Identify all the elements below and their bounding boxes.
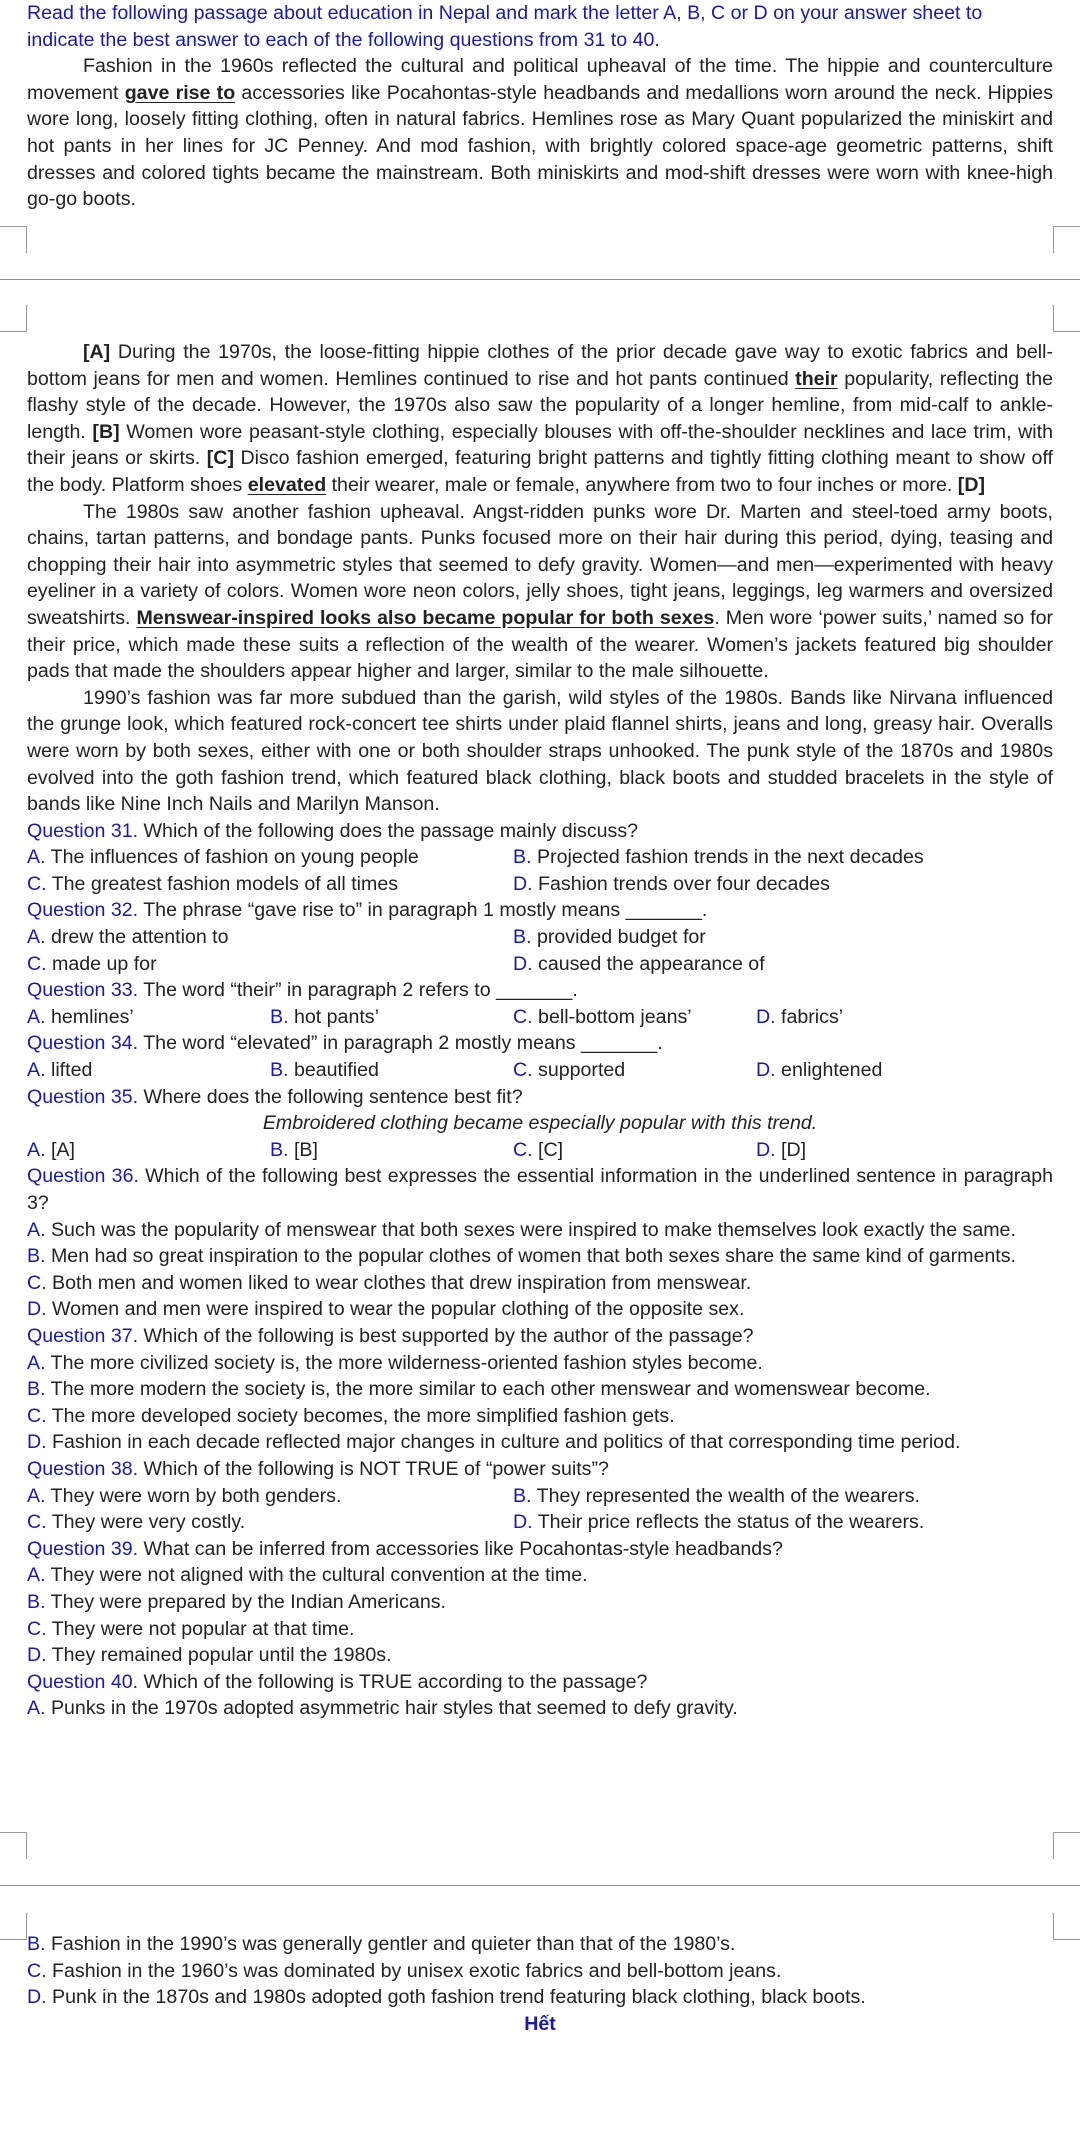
- option-d[interactable]: [27, 1429, 1053, 1456]
- option-d[interactable]: [27, 1296, 1053, 1323]
- option-text: made up for: [52, 952, 157, 975]
- option-b[interactable]: [513, 1483, 920, 1510]
- option-b[interactable]: [27, 1376, 1053, 1403]
- question-stem: Which of the following does the passage mainly discuss?: [138, 819, 639, 842]
- question-label: Question 38.: [27, 1457, 139, 1480]
- option-letter: D.: [513, 1511, 533, 1534]
- option-letter: C.: [27, 1511, 47, 1534]
- option-d[interactable]: [513, 871, 830, 898]
- options-row: [27, 1004, 1053, 1031]
- option-a[interactable]: [27, 1483, 341, 1510]
- page-section-1: [27, 0, 1053, 213]
- option-text: Projected fashion trends in the next decades: [536, 846, 924, 869]
- option-text: [B]: [293, 1138, 318, 1161]
- option-text: They were prepared by the Indian Americans.: [50, 1590, 446, 1613]
- options-row: [27, 1057, 1053, 1084]
- options-row: [27, 951, 1053, 978]
- option-text: hot pants’: [293, 1005, 379, 1028]
- option-text: drew the attention to: [50, 926, 229, 949]
- option-letter: A.: [27, 846, 46, 869]
- option-text: beautified: [293, 1059, 379, 1082]
- option-text: Fashion in each decade reflected major changes in culture and politics of that corresponding time period.: [52, 1431, 961, 1454]
- option-text: [D]: [781, 1138, 807, 1161]
- question-stem: What can be inferred from accessories like Pocahontas-style headbands?: [138, 1537, 783, 1560]
- option-a[interactable]: [27, 1562, 1053, 1589]
- options-row: [27, 844, 1053, 871]
- option-c[interactable]: [513, 1137, 563, 1164]
- option-d[interactable]: [756, 1137, 806, 1164]
- page-corner-mark: [1053, 305, 1080, 332]
- marker-c: [C]: [206, 447, 234, 470]
- option-b[interactable]: [27, 1243, 1053, 1270]
- p3-text-after: . Men wore ‘power suits,’ named so for their price, which made these suits a reflection of the wealth of the wearer. Women’s jackets featured big shoulder pads that made the shoulders appear higher and larger, similar to the male silhouette.: [27, 606, 1054, 683]
- option-c[interactable]: [27, 1958, 1053, 1985]
- page-corner-mark: [1053, 1913, 1080, 1940]
- paragraph-4: 1990’s fashion was far more subdued than the garish, wild styles of the 1980s. Bands like Nirvana influenced the grunge look, which featured rock-concert tee shirts under plaid flannel shirts, jeans and long, greasy hair. Overalls were worn by both sexes, either with one or both shoulder straps unhooked. The punk style of the 1870s and 1980s evolved into the goth fashion trend, which featured black clothing, black boots and studded bracelets in the style of bands like Nine Inch Nails and Marilyn Manson.: [27, 686, 1053, 816]
- option-text: Fashion in the 1990’s was generally gentler and quieter than that of the 1980’s.: [50, 1933, 736, 1955]
- question-stem: Which of the following is NOT TRUE of “power suits”?: [138, 1457, 609, 1480]
- option-b[interactable]: [513, 924, 706, 951]
- question-label: Question 34.: [27, 1032, 139, 1055]
- option-a[interactable]: [27, 1350, 1053, 1377]
- option-letter: C.: [513, 1005, 533, 1028]
- option-letter: B.: [270, 1005, 289, 1028]
- option-letter: D.: [27, 1431, 47, 1454]
- option-letter: B.: [27, 1378, 46, 1401]
- question-36: [27, 1163, 1053, 1216]
- option-b[interactable]: [27, 1931, 1053, 1958]
- end-marker: Hết: [524, 2012, 556, 2035]
- option-b[interactable]: [27, 1589, 1053, 1616]
- option-d[interactable]: [756, 1004, 843, 1031]
- question-label: Question 31.: [27, 819, 139, 842]
- page-corner-mark: [0, 1913, 27, 1940]
- options-row: [27, 1509, 1053, 1536]
- option-text: Fashion in the 1960’s was dominated by unisex exotic fabrics and bell-bottom jeans.: [52, 1959, 782, 1982]
- option-text: Women and men were inspired to wear the popular clothing of the opposite sex.: [52, 1298, 745, 1321]
- option-text: They represented the wealth of the wearers.: [536, 1484, 920, 1507]
- option-letter: C.: [513, 1059, 533, 1082]
- option-letter: B.: [27, 1590, 46, 1613]
- option-a[interactable]: [27, 1137, 75, 1164]
- option-text: Fashion trends over four decades: [538, 872, 830, 895]
- option-letter: B.: [513, 1484, 532, 1507]
- option-text: Such was the popularity of menswear that both sexes were inspired to make themselves look exactly the same.: [50, 1218, 1016, 1241]
- option-text: Punk in the 1870s and 1980s adopted goth fashion trend featuring black clothing, black boots.: [52, 1986, 866, 2009]
- option-letter: D.: [756, 1059, 776, 1082]
- option-text: They were worn by both genders.: [50, 1484, 342, 1507]
- question-stem: The phrase “gave rise to” in paragraph 1 mostly means _______.: [138, 899, 708, 922]
- option-letter: D.: [27, 1298, 47, 1321]
- option-letter: A.: [27, 1218, 46, 1241]
- question-stem: Where does the following sentence best fit?: [138, 1085, 523, 1108]
- page-corner-mark: [1053, 226, 1080, 253]
- question-40: [27, 1669, 1053, 1696]
- option-a[interactable]: [27, 924, 229, 951]
- option-text: Men had so great inspiration to the popular clothes of women that both sexes share the same kind of garments.: [50, 1245, 1016, 1268]
- page-corner-mark: [1053, 1832, 1080, 1859]
- question-39: [27, 1536, 1053, 1563]
- option-b[interactable]: [270, 1137, 318, 1164]
- option-text: supported: [538, 1059, 626, 1082]
- option-text: [A]: [50, 1138, 75, 1161]
- option-letter: C.: [513, 1138, 533, 1161]
- options-row: [27, 1483, 1053, 1510]
- question-33: [27, 977, 1053, 1004]
- option-a[interactable]: [27, 1004, 134, 1031]
- option-letter: A.: [27, 1005, 46, 1028]
- option-letter: B.: [513, 846, 532, 869]
- question-label: Question 35.: [27, 1085, 139, 1108]
- option-text: The greatest fashion models of all times: [51, 872, 399, 895]
- option-letter: D.: [756, 1005, 776, 1028]
- option-a[interactable]: [27, 1057, 92, 1084]
- option-text: bell-bottom jeans’: [538, 1005, 692, 1028]
- option-text: lifted: [50, 1059, 93, 1082]
- option-d[interactable]: [27, 1642, 1053, 1669]
- question-stem: Which of the following is TRUE according to the passage?: [138, 1670, 648, 1693]
- option-letter: B.: [270, 1138, 289, 1161]
- option-text: They remained popular until the 1980s.: [51, 1644, 392, 1667]
- question-label: Question 36.: [27, 1165, 139, 1188]
- p2-underlined-their: their: [795, 367, 838, 390]
- option-letter: C.: [27, 1959, 47, 1982]
- p1-text-after: accessories like Pocahontas-style headbands and medallions worn around the neck. Hippies wore long, loosely fitting clothing, often in natural fabrics. Hemlines rose as Mary Quant popularized the miniskirt and hot pants in her lines for JC Penney. And mod fashion, with brightly colored space-age geometric patterns, shift dresses and colored tights became the mainstream. Both miniskirts and mod-shift dresses were worn with knee-high go-go boots.: [27, 81, 1053, 211]
- option-c[interactable]: [27, 951, 157, 978]
- option-letter: A.: [27, 1351, 46, 1374]
- option-a[interactable]: [27, 1695, 1053, 1722]
- option-c[interactable]: [27, 1616, 1053, 1643]
- option-letter: A.: [27, 1564, 46, 1587]
- p2-text: popularity, reflecting the flashy style of the decade. However, the 1970s also saw the popularity of a longer hemline, from mid-calf to ankle-length.: [27, 367, 1053, 443]
- question-32: [27, 897, 1053, 924]
- insert-sentence: Embroidered clothing became especially popular with this trend.: [262, 1112, 818, 1135]
- option-text: Their price reflects the status of the wearers.: [537, 1511, 925, 1534]
- question-stem: Which of the following best expresses the essential information in the underlined sentence in paragraph 3?: [27, 1165, 1053, 1214]
- question-label: Question 39.: [27, 1537, 139, 1560]
- option-letter: B.: [513, 926, 532, 949]
- p2-text: their wearer, male or female, anywhere from two to four inches or more.: [326, 473, 958, 496]
- paragraph-2: [27, 339, 1053, 499]
- option-d[interactable]: [513, 951, 765, 978]
- p2-text: During the 1970s, the loose-fitting hippie clothes of the prior decade gave way to exotic fabrics and bell-bottom jeans for men and women. Hemlines continued to rise and hot pants continued: [27, 341, 1053, 390]
- option-text: enlightened: [781, 1059, 883, 1082]
- question-label: Question 40.: [27, 1670, 139, 1693]
- question-stem: The word “elevated” in paragraph 2 mostly means _______.: [138, 1032, 663, 1055]
- option-c[interactable]: [27, 1403, 1053, 1430]
- page-section-2: [27, 339, 1053, 1722]
- option-a[interactable]: [27, 844, 419, 871]
- option-letter: D.: [756, 1138, 776, 1161]
- p3-underlined-sentence: Menswear-inspired looks also became popular for both sexes: [136, 606, 715, 629]
- question-31: [27, 818, 1053, 845]
- p1-text-before: Fashion in the 1960s reflected the cultural and political upheaval of the time. The hippie and counterculture movement: [27, 55, 1053, 104]
- option-c[interactable]: [513, 1004, 692, 1031]
- option-c[interactable]: [27, 871, 398, 898]
- option-text: caused the appearance of: [538, 952, 765, 975]
- option-b[interactable]: [270, 1004, 379, 1031]
- option-text: fabrics’: [781, 1005, 844, 1028]
- option-c[interactable]: [27, 1270, 1053, 1297]
- option-letter: C.: [27, 952, 47, 975]
- option-text: The more developed society becomes, the more simplified fashion gets.: [51, 1404, 675, 1427]
- option-text: They were not aligned with the cultural convention at the time.: [50, 1564, 588, 1587]
- option-text: They were very costly.: [51, 1511, 246, 1534]
- paragraph-3: [27, 499, 1053, 685]
- option-text: The more civilized society is, the more wilderness-oriented fashion styles become.: [50, 1351, 763, 1374]
- option-letter: A.: [27, 1059, 46, 1082]
- question-stem: Which of the following is best supported by the author of the passage?: [138, 1324, 754, 1347]
- question-label: Question 37.: [27, 1324, 139, 1347]
- option-c[interactable]: [513, 1057, 625, 1084]
- marker-a: [A]: [83, 341, 111, 363]
- options-row: [27, 924, 1053, 951]
- option-b[interactable]: [513, 844, 924, 871]
- option-c[interactable]: [27, 1509, 245, 1536]
- option-b[interactable]: [270, 1057, 379, 1084]
- page-section-3: [27, 1931, 1053, 2037]
- option-letter: A.: [27, 1138, 46, 1161]
- option-letter: B.: [27, 1245, 46, 1268]
- p2-text: Women wore peasant-style clothing, especially blouses with off-the-shoulder necklines and lace trim, with their jeans or skirts.: [27, 420, 1053, 470]
- question-35: [27, 1084, 1053, 1111]
- page-divider: [0, 1885, 1080, 1886]
- options-row: [27, 871, 1053, 898]
- option-letter: A.: [27, 1484, 46, 1507]
- option-d[interactable]: [756, 1057, 882, 1084]
- marker-b: [B]: [92, 420, 120, 443]
- option-letter: D.: [513, 952, 533, 975]
- question-38: [27, 1456, 1053, 1483]
- options-row: [27, 1137, 1053, 1164]
- p1-underlined-phrase: gave rise to: [124, 81, 236, 104]
- question-34: [27, 1030, 1053, 1057]
- option-a[interactable]: [27, 1217, 1053, 1244]
- option-text: hemlines’: [50, 1005, 134, 1028]
- option-letter: C.: [27, 1404, 47, 1427]
- page-corner-mark: [0, 305, 27, 332]
- question-37: [27, 1323, 1053, 1350]
- option-letter: C.: [27, 1617, 47, 1640]
- option-text: The more modern the society is, the more similar to each other menswear and womenswear become.: [50, 1378, 931, 1401]
- p3-text-before: The 1980s saw another fashion upheaval. Angst-ridden punks wore Dr. Marten and steel-toed army boots, chains, tartan patterns, and bondage pants. Punks focused more on their hair during this period, dying, teasing and chopping their hair into asymmetric styles that seemed to defy gravity. Women—and men—experimented with heavy eyeliner in a variety of colors. Women wore neon colors, jelly shoes, tight jeans, leggings, leg warmers and oversized sweatshirts.: [27, 500, 1053, 629]
- page-corner-mark: [0, 1832, 27, 1859]
- option-text: Punks in the 1970s adopted asymmetric hair styles that seemed to defy gravity.: [50, 1697, 738, 1720]
- option-text: The influences of fashion on young people: [50, 846, 419, 869]
- option-text: provided budget for: [536, 926, 706, 949]
- option-letter: D.: [27, 1644, 47, 1667]
- question-label: Question 32.: [27, 899, 139, 922]
- option-letter: D.: [27, 1986, 47, 2009]
- option-letter: B.: [270, 1059, 289, 1082]
- page-corner-mark: [0, 226, 27, 253]
- option-letter: B.: [27, 1933, 46, 1955]
- marker-d: [D]: [957, 473, 985, 496]
- option-text: Both men and women liked to wear clothes that drew inspiration from menswear.: [52, 1271, 752, 1294]
- option-letter: A.: [27, 1697, 46, 1720]
- instructions: Read the following passage about education in Nepal and mark the letter A, B, C or D on your answer sheet to indicate the best answer to each of the following questions from 31 to 40.: [27, 2, 983, 51]
- paragraph-1: [27, 53, 1053, 213]
- option-letter: D.: [513, 872, 533, 895]
- option-letter: A.: [27, 926, 46, 949]
- p2-underlined-elevated: elevated: [247, 473, 327, 496]
- option-d[interactable]: [513, 1509, 924, 1536]
- p2-text: Disco fashion emerged, featuring bright patterns and tightly fitting clothing meant to show off the body. Platform shoes: [27, 447, 1053, 496]
- page-divider: [0, 279, 1080, 280]
- option-text: [C]: [538, 1138, 564, 1161]
- option-letter: C.: [27, 872, 47, 895]
- option-letter: C.: [27, 1271, 47, 1294]
- question-stem: The word “their” in paragraph 2 refers to _______.: [138, 979, 578, 1002]
- option-text: They were not popular at that time.: [51, 1617, 355, 1640]
- question-label: Question 33.: [27, 979, 139, 1002]
- option-d[interactable]: [27, 1984, 1053, 2011]
